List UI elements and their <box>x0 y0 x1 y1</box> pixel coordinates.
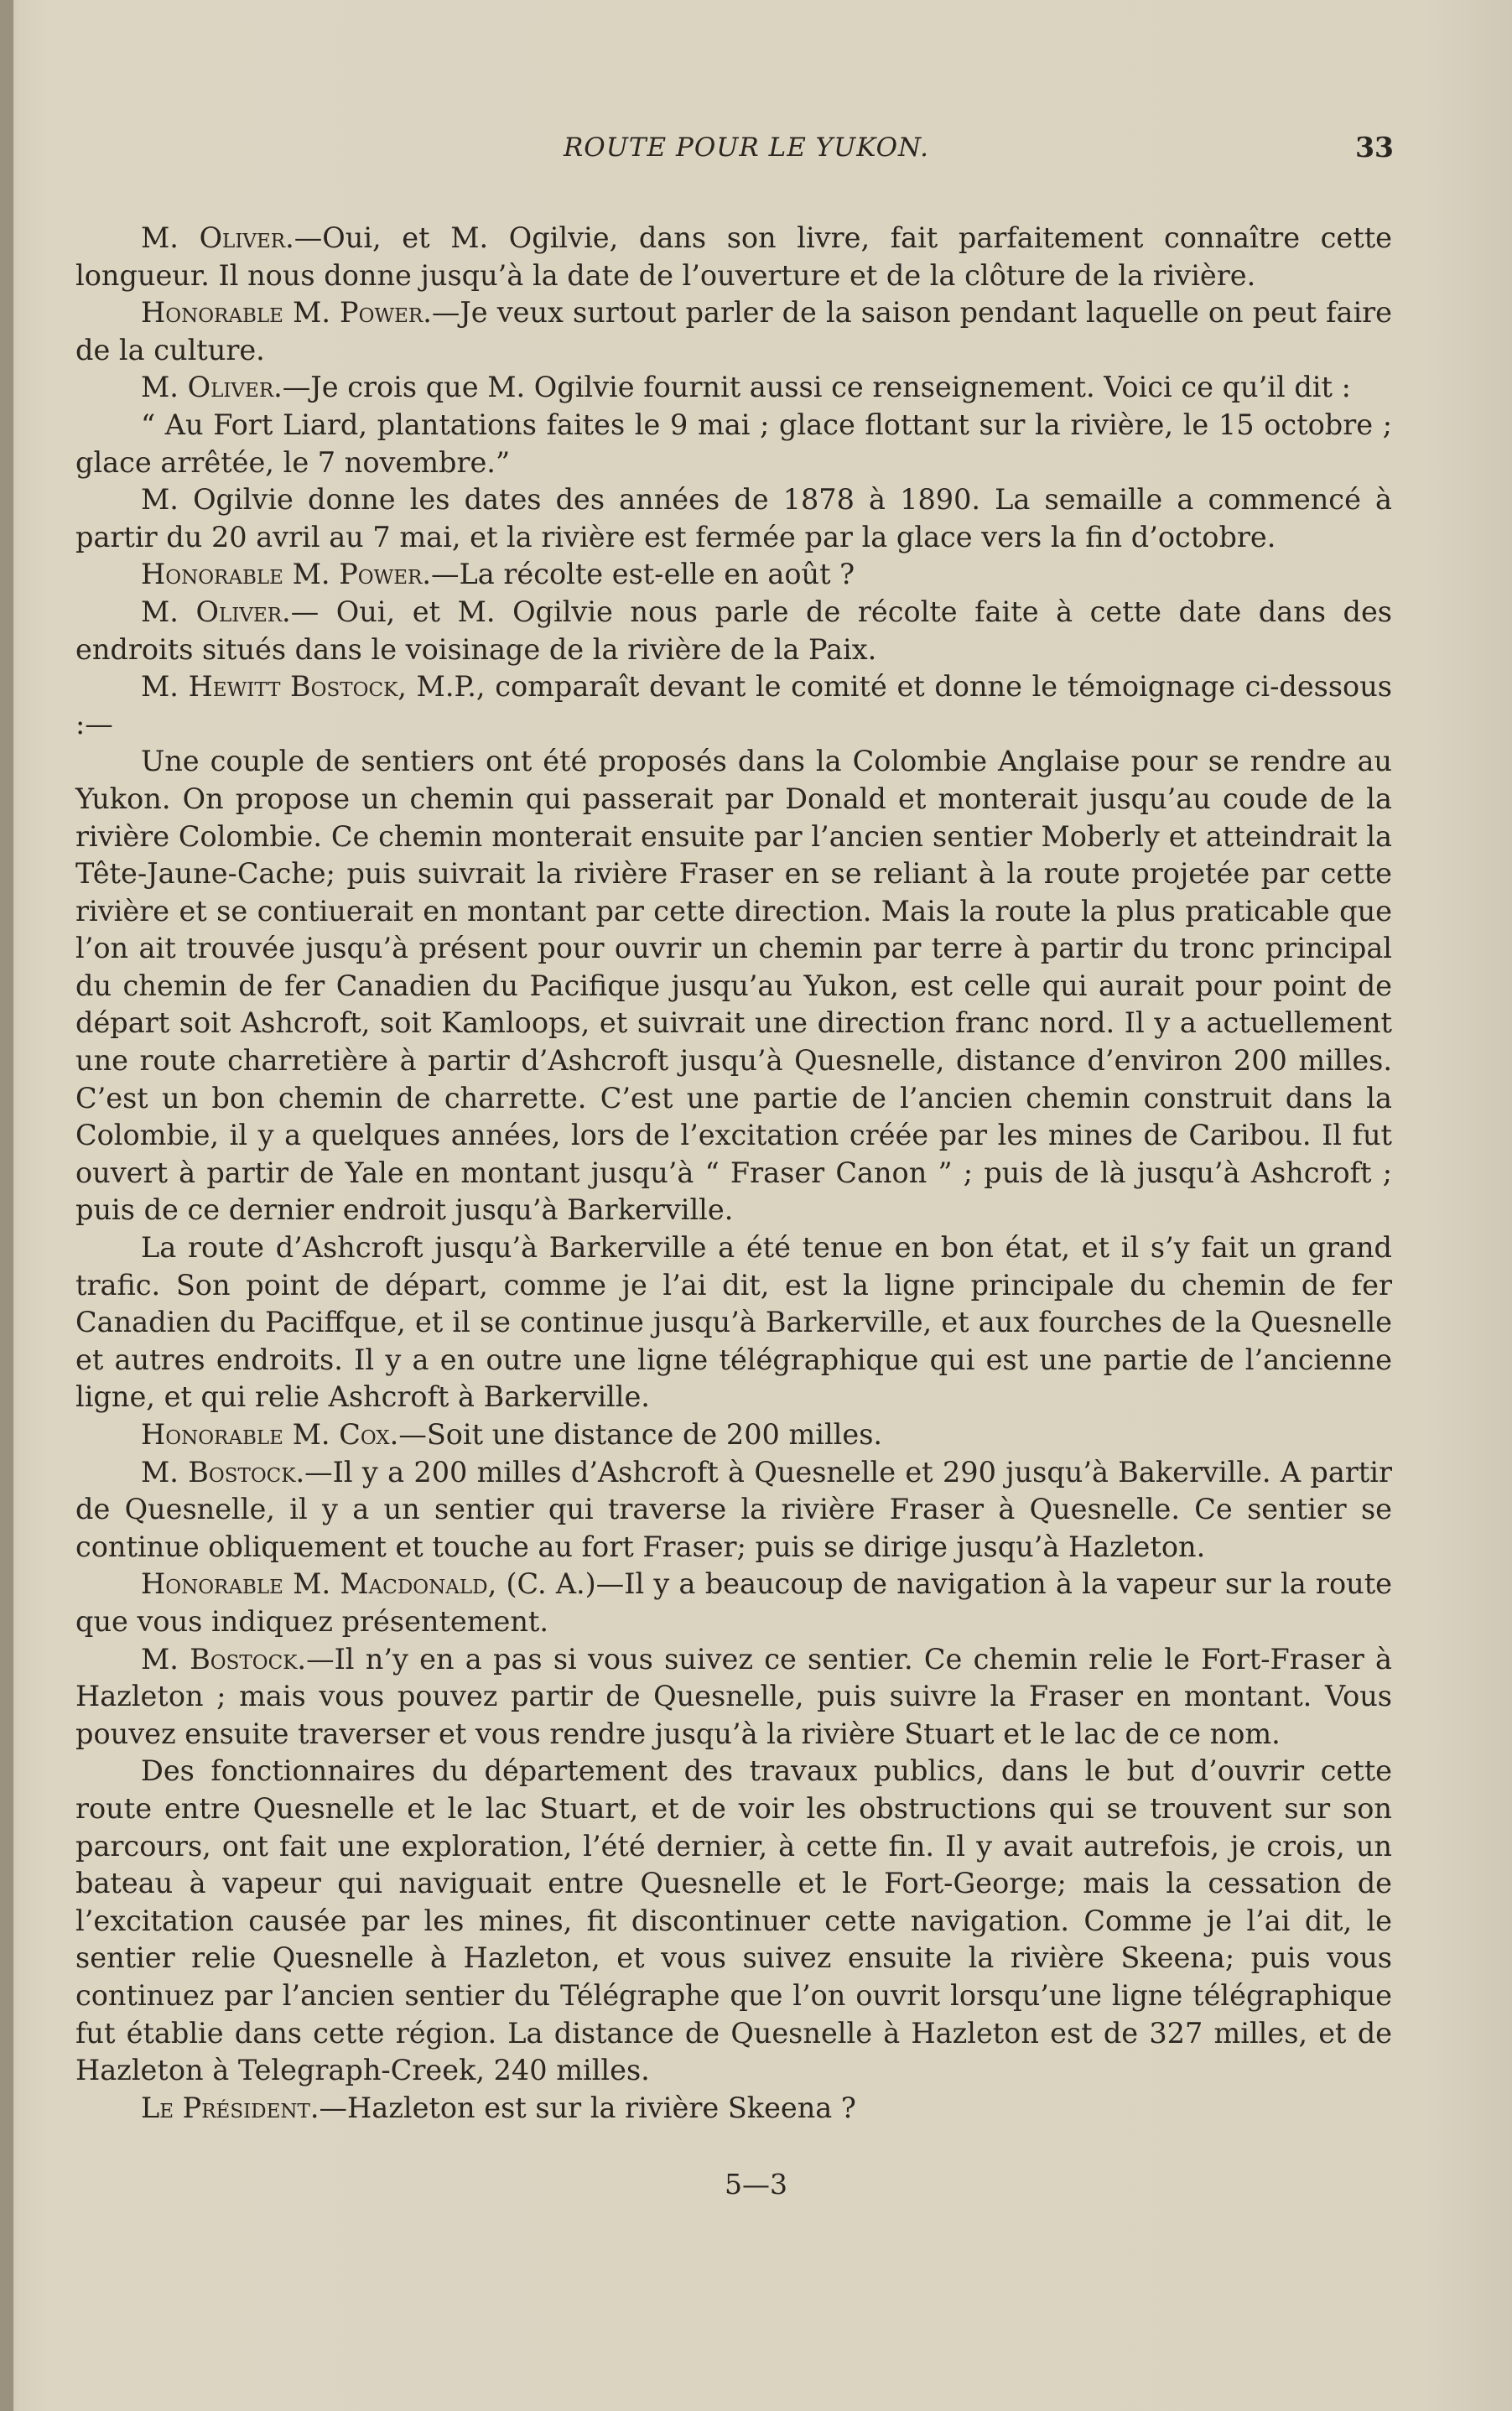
paragraph <box>75 2090 1392 2128</box>
paragraph <box>75 1566 1392 1640</box>
quotation <box>75 407 1392 481</box>
paragraph-text: Une couple de sentiers ont été proposés dans la Colombie Anglaise pour se rendre au Yukon. On propose un chemin qui passerait par Donald et monterait jusqu’au coude de la rivière Colombie. Ce chemin monterait ensuite par l’ancien sentier Moberly et atteindrait la Tête-Jaune-Cache; puis suivrait la rivière Fraser en se reliant à la route projetée par cette rivière et se contiuerait en montant par cette direction. Mais la route la plus praticable que l’on ait trouvée jusqu’à présent pour ouvrir un chemin par terre à partir du tronc principal du chemin de fer Canadien du Pacifique jusqu’au Yukon, est celle qui aurait pour point de départ soit Ashcroft, soit Kamloops, et suivrait une direction franc nord. Il y a actuellement une route charretière à partir d’Ashcroft jusqu’à Quesnelle, distance d’environ 200 milles. C’est un bon chemin de charrette. C’est une partie de l’ancien chemin construit dans la Colombie, il y a quelques années, lors de l’excitation créée par les mines de Caribou. Il fut ouvert à partir de Yale en montant jusqu’à “ Fraser Canon ” ; puis de là jusqu’à Ashcroft ; puis de ce dernier endroit jusqu’à Barkerville. <box>75 745 1392 1227</box>
speaker-name: Honorable M. Cox. <box>141 1418 399 1451</box>
paragraph <box>75 743 1392 1229</box>
paragraph-text: M. Ogilvie donne les dates des années de 1878 à 1890. La semaille a commencé à partir du 20 avril au 7 mai, et la rivière est fermée par la glace vers la fin d’octobre. <box>75 483 1392 553</box>
paragraph <box>75 294 1392 369</box>
speaker-name: Honorable M. Macdonald, <box>141 1567 497 1601</box>
paragraph-text: —Il y a 200 milles d’Ashcroft à Quesnelle et 290 jusqu’à Bakerville. A partir de Quesnelle, il y a un sentier qui traverse la rivière Fraser à Quesnelle. Ce sentier se continue obliquement et touche au fort Fraser; puis se dirige jusqu’à Hazleton. <box>75 1455 1392 1563</box>
page-spine-edge <box>0 0 13 2411</box>
running-title: ROUTE POUR LE YUKON. <box>563 133 930 163</box>
paragraph-text: Des fonctionnaires du département des travaux publics, dans le but d’ouvrir cette route entre Quesnelle et le lac Stuart, et de voir les obstructions qui se trouvent sur son parcours, ont fait une exploration, l’été dernier, à cette fin. Il y avait autrefois, je crois, un bateau à vapeur qui naviguait entre Quesnelle et le Fort-George; mais la cessation de l’excitation causée par les mines, fit discontinuer cette navigation. Comme je l’ai dit, le sentier relie Quesnelle à Hazleton, et vous suivez ensuite la rivière Skeena; puis vous continuez par l’ancien sentier du Télégraphe que l’on ouvrit lorsqu’une ligne télégraphique fut établie dans cette région. La distance de Quesnelle à Hazleton est de 327 milles, et de Hazleton à Telegraph-Creek, 240 milles. <box>75 1754 1392 2087</box>
paragraph-text: , comparaît devant le comité et donne le témoignage ci-dessous :— <box>75 670 1392 740</box>
paragraph-text: “ Au Fort Liard, plantations faites le 9 mai ; glace flottant sur la rivière, le 15 octobre ; glace arrêtée, le 7 novembre.” <box>75 408 1392 479</box>
paragraph <box>75 369 1392 407</box>
paragraph-text: (C. A.)—Il y a beaucoup de navigation à la vapeur sur la route que vous indiquez présentement. <box>75 1567 1392 1638</box>
paragraph <box>75 1229 1392 1416</box>
speaker-name: M. Bostock. <box>141 1642 307 1676</box>
paragraph <box>75 1641 1392 1754</box>
paragraph <box>75 1454 1392 1567</box>
page-number: 33 <box>1355 131 1394 164</box>
speaker-name: M. Hewitt Bostock, M.P. <box>141 670 476 704</box>
paragraph <box>75 1753 1392 2089</box>
paragraph <box>75 220 1392 294</box>
speaker-name: Le Président. <box>141 2091 320 2124</box>
paragraph-text: — Oui, et M. Ogilvie nous parle de récolte faite à cette date dans des endroits situés dans le voisinage de la rivière de la Paix. <box>75 595 1392 666</box>
paragraph <box>75 1416 1392 1454</box>
paragraph-text: —La récolte est-elle en août ? <box>430 558 855 591</box>
paragraph <box>75 481 1392 556</box>
speaker-name: M. Oliver. <box>141 221 294 254</box>
paragraph-text: La route d’Ashcroft jusqu’à Barkerville a été tenue en bon état, et il s’y fait un grand trafic. Son point de départ, comme je l’ai dit, est la ligne principale du chemin de fer Canadien du Paciffque, et il se continue jusqu’à Barkerville, et aux fourches de la Quesnelle et autres endroits. Il y a en outre une ligne télégraphique qui est une partie de l’ancienne ligne, et qui relie Ashcroft à Barkerville. <box>75 1231 1392 1414</box>
speaker-name: M. Bostock. <box>141 1455 305 1489</box>
paragraph-text: —Oui, et M. Ogilvie, dans son livre, fait parfaitement connaître cette longueur. Il nous donne jusqu’à la date de l’ouverture et de la clôture de la rivière. <box>75 221 1392 292</box>
signature-mark: 5—3 <box>725 2168 787 2201</box>
speaker-name: Honorable M. Power. <box>141 296 432 330</box>
paragraph <box>75 668 1392 743</box>
paragraph <box>75 556 1392 594</box>
speaker-name: M. Oliver. <box>141 595 291 628</box>
paragraph <box>75 594 1392 668</box>
body-text <box>75 220 1392 2127</box>
paragraph-text: —Je veux surtout parler de la saison pendant laquelle on peut faire de la culture. <box>75 296 1393 366</box>
paragraph-text: —Il n’y en a pas si vous suivez ce sentier. Ce chemin relie le Fort-Fraser à Hazleton ; mais vous pouvez partir de Quesnelle, puis suivre la Fraser en montant. Vous pouvez ensuite traverser et vous rendre jusqu’à la rivière Stuart et le lac de ce nom. <box>75 1642 1392 1750</box>
speaker-name: M. Oliver. <box>141 371 283 404</box>
paragraph-text: —Soit une distance de 200 milles. <box>398 1418 883 1451</box>
page-header <box>75 133 1417 174</box>
paragraph-text: —Je crois que M. Ogilvie fournit aussi ce renseignement. Voici ce qu’il dit : <box>282 371 1351 404</box>
speaker-name: Honorable M. Power. <box>141 558 431 591</box>
paragraph-text: —Hazleton est sur la rivière Skeena ? <box>319 2091 856 2124</box>
